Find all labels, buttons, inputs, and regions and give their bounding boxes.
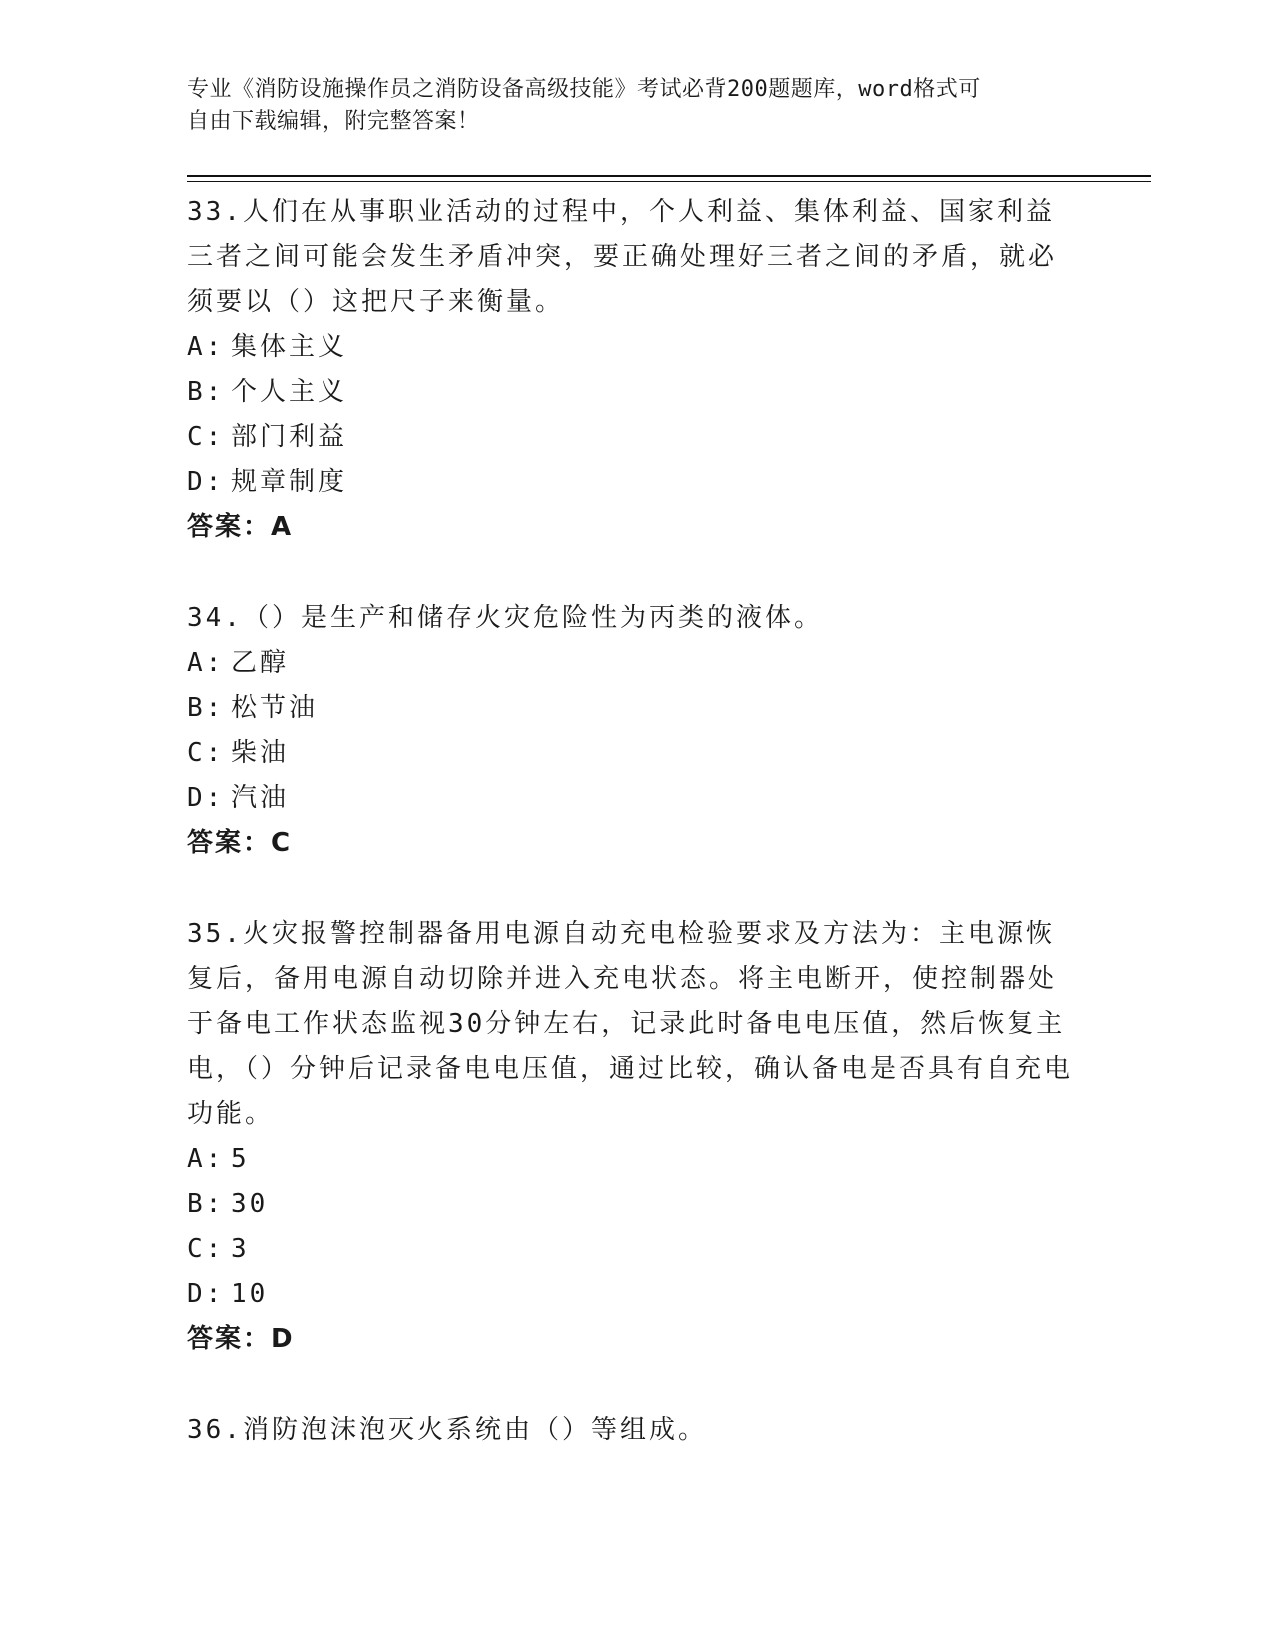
option-text: 松节油 bbox=[231, 693, 319, 723]
option-label: A: bbox=[187, 332, 225, 362]
option-c bbox=[187, 1227, 1077, 1272]
option-text: 乙醇 bbox=[231, 648, 290, 678]
option-text: 汽油 bbox=[231, 783, 290, 813]
option-label: C: bbox=[187, 422, 225, 452]
option-a bbox=[187, 1137, 1077, 1182]
option-label: A: bbox=[187, 1144, 225, 1174]
header-title-line-1: 专业《消防设施操作员之消防设备高级技能》考试必背200题题库，word格式可 bbox=[187, 77, 981, 102]
answer-line: 答案：C bbox=[187, 828, 293, 858]
option-d bbox=[187, 776, 1077, 821]
option-a bbox=[187, 325, 1077, 370]
question-stem: 34.（）是生产和储存火灾危险性为丙类的液体。 bbox=[187, 603, 823, 633]
option-d bbox=[187, 460, 1077, 505]
question-stem: 36.消防泡沫泡灭火系统由（）等组成。 bbox=[187, 1415, 707, 1445]
option-d bbox=[187, 1272, 1077, 1317]
option-label: B: bbox=[187, 1189, 225, 1219]
option-text: 30 bbox=[231, 1189, 269, 1219]
question-list bbox=[187, 190, 1077, 1453]
question-34 bbox=[187, 596, 1077, 866]
question-stem: 33.人们在从事职业活动的过程中，个人利益、集体利益、国家利益三者之间可能会发生矛盾冲突，要正确处理好三者之间的矛盾，就必须要以（）这把尺子来衡量。 bbox=[187, 197, 1058, 317]
question-36 bbox=[187, 1408, 1077, 1453]
option-text: 柴油 bbox=[231, 738, 290, 768]
option-text: 部门利益 bbox=[231, 422, 348, 452]
option-label: B: bbox=[187, 377, 225, 407]
option-label: D: bbox=[187, 783, 225, 813]
question-33 bbox=[187, 190, 1077, 550]
option-label: D: bbox=[187, 1279, 225, 1309]
question-spacer bbox=[187, 550, 1077, 596]
question-35 bbox=[187, 912, 1077, 1362]
option-text: 集体主义 bbox=[231, 332, 348, 362]
header-divider-thin bbox=[187, 181, 1151, 182]
option-b bbox=[187, 686, 1077, 731]
option-text: 5 bbox=[231, 1144, 250, 1174]
document-header bbox=[187, 74, 1067, 138]
option-b bbox=[187, 370, 1077, 415]
header-divider-thick bbox=[187, 175, 1151, 177]
option-label: A: bbox=[187, 648, 225, 678]
option-c bbox=[187, 731, 1077, 776]
option-label: C: bbox=[187, 1234, 225, 1264]
answer-line: 答案：D bbox=[187, 1324, 295, 1354]
question-stem: 35.火灾报警控制器备用电源自动充电检验要求及方法为：主电源恢复后，备用电源自动切除并进入充电状态。将主电断开，使控制器处于备电工作状态监视30分钟左右，记录此时备电电压值，然后恢复主电，（）分钟后记录备电电压值，通过比较，确认备电是否具有自充电功能。 bbox=[187, 919, 1074, 1129]
option-a bbox=[187, 641, 1077, 686]
option-text: 10 bbox=[231, 1279, 269, 1309]
option-text: 个人主义 bbox=[231, 377, 348, 407]
option-label: B: bbox=[187, 693, 225, 723]
option-label: D: bbox=[187, 467, 225, 497]
answer-line: 答案：A bbox=[187, 512, 294, 542]
question-spacer bbox=[187, 1362, 1077, 1408]
question-spacer bbox=[187, 866, 1077, 912]
option-b bbox=[187, 1182, 1077, 1227]
option-text: 3 bbox=[231, 1234, 250, 1264]
option-text: 规章制度 bbox=[231, 467, 348, 497]
header-title-line-2: 自由下载编辑，附完整答案！ bbox=[187, 109, 480, 134]
option-label: C: bbox=[187, 738, 225, 768]
option-c bbox=[187, 415, 1077, 460]
